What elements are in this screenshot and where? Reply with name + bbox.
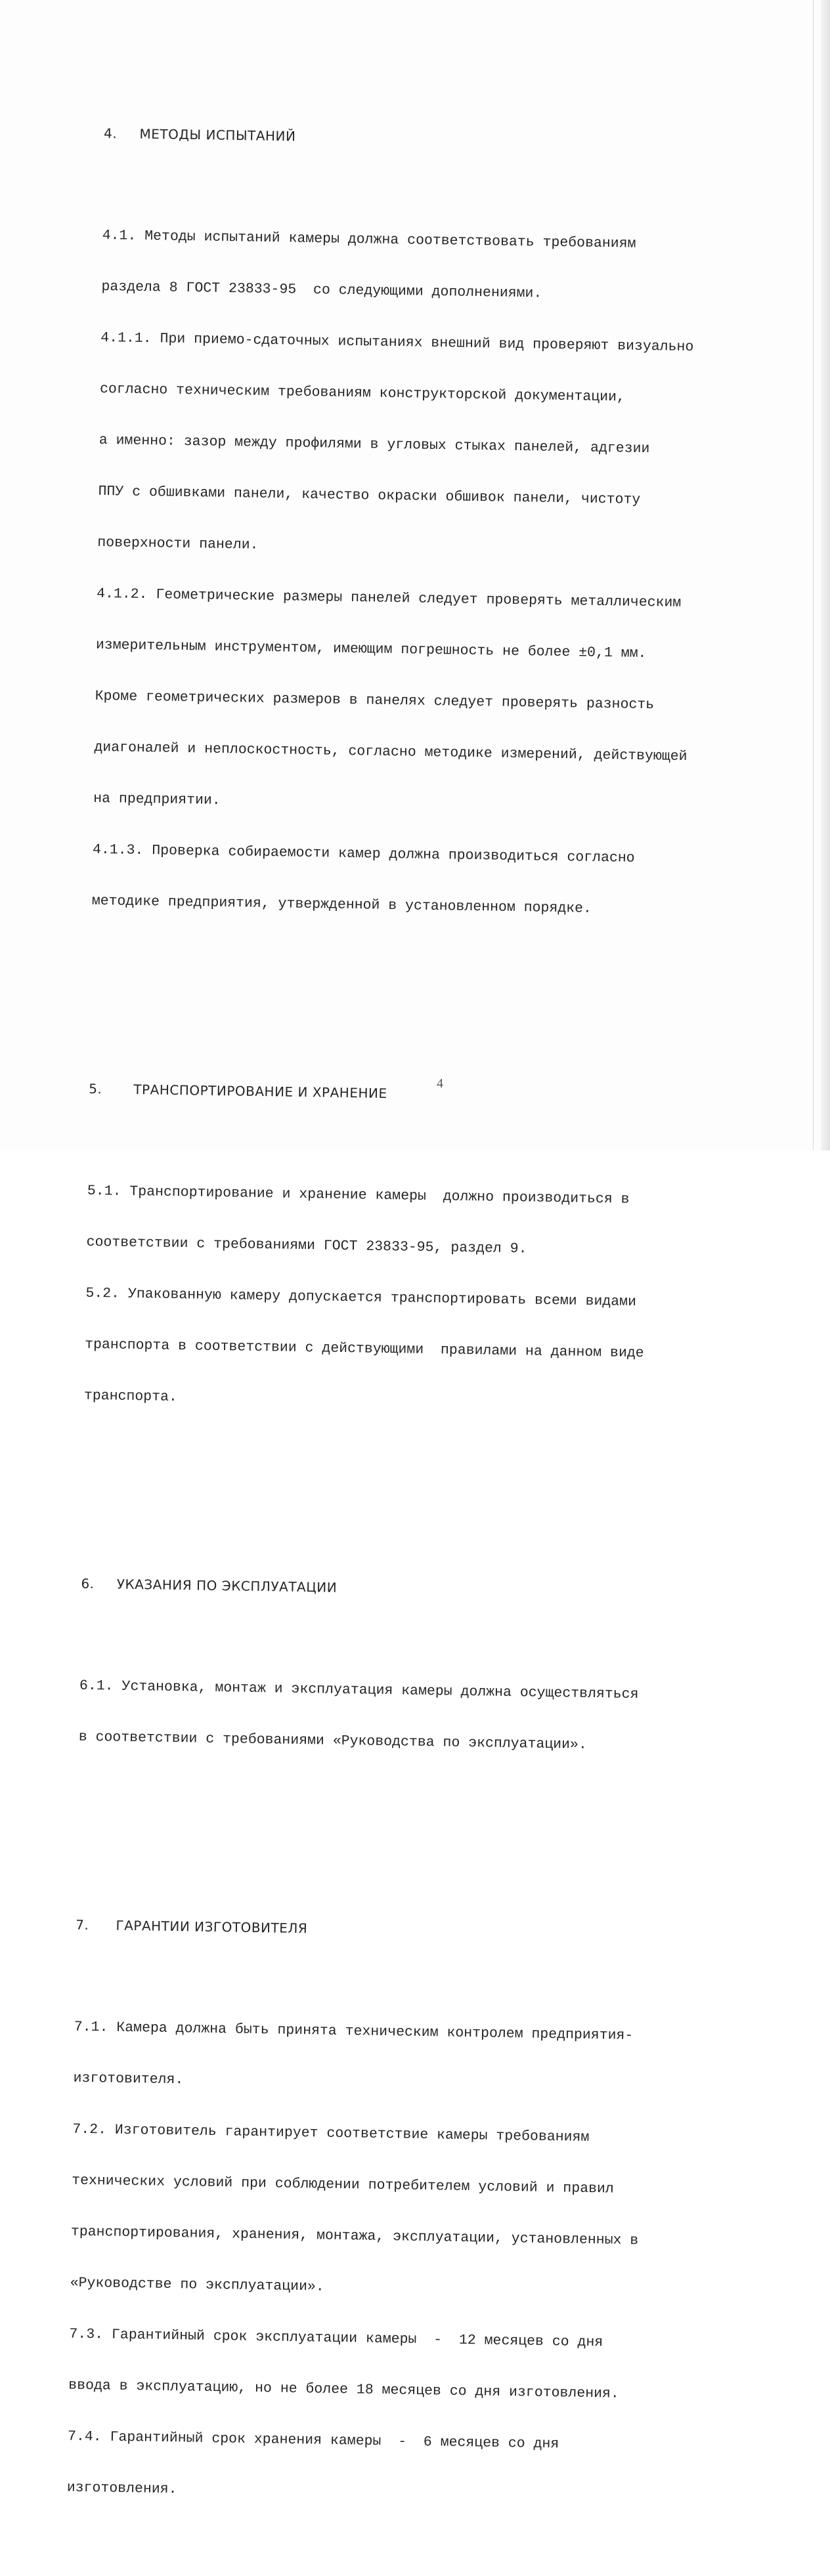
section-heading: 5. ТРАНСПОРТИРОВАНИЕ И ХРАНЕНИЕ (89, 1080, 387, 1101)
text-line: 6.1. Установка, монтаж и эксплуатация камеры должна осуществляться (79, 1678, 639, 1703)
text-line: транспортирования, хранения, монтажа, эксплуатации, установленных в (70, 2224, 639, 2249)
section-4 (91, 91, 814, 955)
text-line: методике предприятия, утвержденной в установленном порядке. (91, 893, 592, 917)
section-heading: 4. МЕТОДЫ ИСПЫТАНИЙ (103, 125, 296, 144)
text-line: 4.1.1. При приемо-сдаточных испытаниях внешний вид проверяют визуально (100, 329, 694, 356)
document-body (66, 56, 814, 2575)
text-line: 4.1.2. Геометрические размеры панелей следует проверять металлическим (96, 585, 682, 611)
text-line: ППУ с обшивками панели, качество окраски обшивок панели, чистоту (98, 483, 641, 508)
text-line: технических условий при соблюдении потребителем условий и правил (71, 2172, 614, 2197)
page-number: 4 (437, 1076, 443, 1091)
text-line: на предприятии. (93, 790, 221, 809)
text-line: транспорта. (83, 1387, 178, 1405)
text-line: поверхности панели. (97, 534, 259, 553)
text-line: 5.1. Транспортирование и хранение камеры должно производиться в (87, 1183, 630, 1208)
text-line: 4.1. Методы испытаний камеры должна соответствовать требованиям (102, 227, 636, 252)
text-line: а именно: зазор между профилями в угловых стыках панелей, адгезии (98, 432, 650, 457)
text-line: изготовления. (66, 2480, 177, 2498)
section-heading: 6. УКАЗАНИЯ ПО ЭКСПЛУАТАЦИИ (81, 1575, 338, 1595)
scan-fold-line (813, 0, 814, 1151)
scan-edge (821, 0, 830, 1151)
text-line: изготовителя. (73, 2070, 184, 2088)
text-line: в соответствии с требованиями «Руководства по эксплуатации». (78, 1729, 588, 1753)
text-line: раздела 8 ГОСТ 23833-95 со следующими дополнениями. (101, 278, 542, 302)
text-line: измерительным инструментом, имеющим погрешность не более ±0,1 мм. (95, 637, 647, 662)
text-line: транспорта в соответствии с действующими правилами на данном виде (84, 1336, 644, 1362)
section-7 (66, 1882, 785, 2542)
text-line: диагоналей и неплоскостность, согласно методике измерений, действующей (94, 739, 688, 765)
text-line: 4.1.3. Проверка собираемости камер должна производиться согласно (92, 841, 635, 866)
section-6 (78, 1541, 791, 1791)
text-line: соответствии с требованиями ГОСТ 23833-95, раздел 9. (86, 1234, 527, 1257)
text-line: 7.3. Гарантийный срок эксплуатации камеры - 12 месяцев со дня (69, 2326, 603, 2351)
section-5 (83, 1046, 798, 1450)
section-heading: 7. ГАРАНТИИ ИЗГОТОВИТЕЛЯ (76, 1916, 308, 1937)
text-line: 7.4. Гарантийный срок хранения камеры - 6 месяцев со дня (67, 2428, 559, 2453)
text-line: ввода в эксплуатацию, но не более 18 месяцев со дня изготовления. (68, 2377, 619, 2402)
text-line: 5.2. Упакованную камеру допускается транспортировать всеми видами (85, 1285, 637, 1310)
text-line: 7.1. Камера должна быть принята техническим контролем предприятия- (74, 2019, 634, 2044)
text-line: «Руководстве по эксплуатации». (70, 2275, 324, 2295)
text-line: согласно техническим требованиям конструкторской документации, (99, 381, 626, 406)
text-line: Кроме геометрических размеров в панелях следует проверять разность (95, 688, 655, 713)
text-line: 7.2. Изготовитель гарантирует соответствие камеры требованиям (72, 2121, 590, 2145)
